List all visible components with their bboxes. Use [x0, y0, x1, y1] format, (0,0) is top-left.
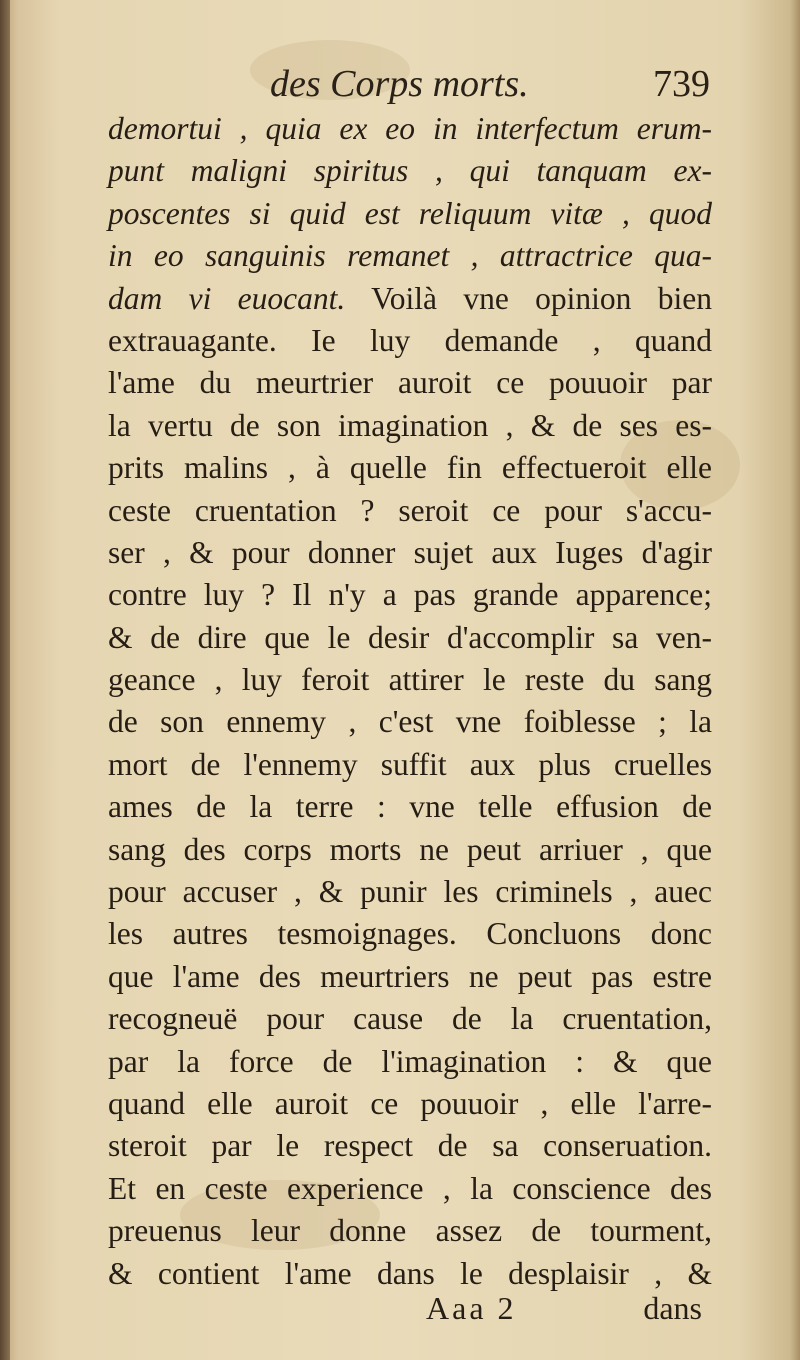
text-line: les autres tesmoignages. Concluons donc: [108, 916, 712, 952]
text-line: extrauagante. Ie luy demande , quand: [108, 322, 712, 358]
page-footer: [108, 1290, 702, 1334]
text-line: sang des corps morts ne peut arriuer , que: [108, 831, 712, 867]
text-line: mort de l'ennemy suffit aux plus cruelles: [108, 746, 712, 782]
running-head: des Corps morts.: [270, 63, 529, 105]
text-line: que l'ame des meurtriers ne peut pas estre: [108, 958, 712, 994]
text-line: l'ame du meurtrier auroit ce pouuoir par: [108, 365, 712, 401]
text-line: demortui , quia ex eo in interfectum erum-: [108, 111, 712, 146]
latin-quote-end: dam vi euocant.: [108, 280, 346, 316]
text-line: Et en ceste experience , la conscience des: [108, 1170, 712, 1206]
text-line: la vertu de son imagination , & de ses es-: [108, 407, 712, 443]
text-line: preuenus leur donne assez de tourment,: [108, 1213, 712, 1249]
text-line: & contient l'ame dans le desplaisir , &: [108, 1255, 712, 1291]
text-line: in eo sanguinis remanet , attractrice qua-: [108, 238, 712, 274]
text-line: ceste cruentation ? seroit ce pour s'accu-: [108, 492, 712, 528]
text-line: ames de la terre : vne telle effusion de: [108, 789, 712, 825]
page-number: 739: [653, 63, 710, 105]
french-text-start: Voilà vne opinion bien: [371, 280, 712, 316]
text-line: ser , & pour donner sujet aux Iuges d'agir: [108, 534, 712, 570]
catchword: dans: [643, 1290, 702, 1326]
text-line: prits malins , à quelle fin effectueroit elle: [108, 450, 712, 486]
text-line: quand elle auroit ce pouuoir , elle l'arre-: [108, 1085, 712, 1121]
text-line: steroit par le respect de sa conseruation.: [108, 1128, 712, 1164]
text-line: pour accuser , & punir les criminels , auec: [108, 874, 712, 910]
text-line: par la force de l'imagination : & que: [108, 1043, 712, 1079]
text-line: [108, 278, 712, 320]
text-line: de son ennemy , c'est vne foiblesse ; la: [108, 704, 712, 740]
text-line: & de dire que le desir d'accomplir sa ven-: [108, 619, 712, 655]
text-line: punt maligni spiritus , qui tanquam ex-: [108, 153, 712, 189]
text-line: contre luy ? Il n'y a pas grande apparence;: [108, 577, 712, 613]
text-line: poscentes si quid est reliquum vitæ , quod: [108, 195, 712, 231]
text-line: recogneuë pour cause de la cruentation,: [108, 1001, 712, 1037]
body-text: [108, 108, 712, 1295]
page-header: [110, 62, 710, 112]
text-line: geance , luy feroit attirer le reste du sang: [108, 662, 712, 698]
signature-mark: Aaa 2: [426, 1290, 517, 1326]
